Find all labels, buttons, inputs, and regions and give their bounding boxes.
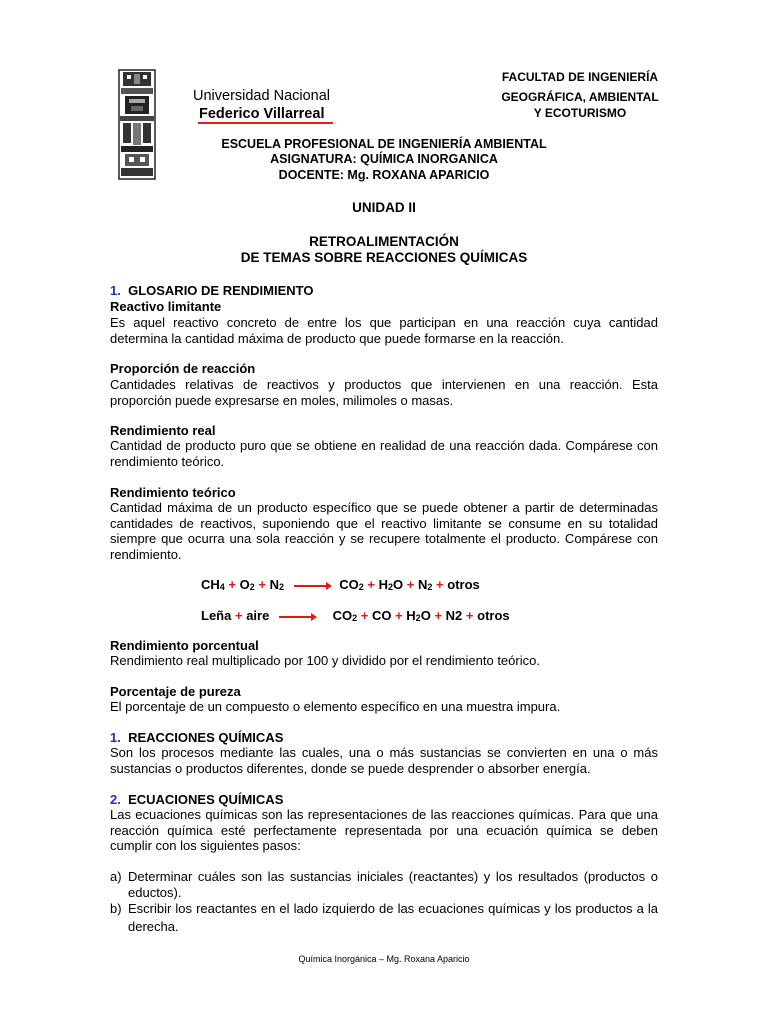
term-title: Rendimiento real [110,423,216,438]
eq-subscript: 2 [415,613,421,623]
eq-plus: + [395,608,403,623]
eq-term: H [378,577,389,592]
eq-subscript: 2 [427,582,433,592]
unit-title: UNIDAD II [352,200,416,215]
equation-2 [201,608,510,623]
list-marker: b) [110,901,122,916]
eq-subscript: 2 [358,582,364,592]
term-title: Proporción de reacción [110,361,256,376]
eq-subscript: 2 [249,582,255,592]
term-definition: Rendimiento real multiplicado por 100 y dividido por el rendimiento teórico. [110,653,540,668]
eq-subscript: 2 [279,582,285,592]
eq-subscript: 2 [388,582,394,592]
eq-term: H [406,608,416,623]
term-title: Porcentaje de pureza [110,684,241,699]
eq-term: otros [477,608,510,623]
term-definition: Cantidades relativas de reactivos y productos que intervienen en una reacción. Esta proporción puede expresarse en moles, milimoles o masas. [110,377,658,408]
university-name-line2: Federico Villarreal [199,106,325,122]
eq-term: N [269,577,280,592]
eq-term: CO [339,577,359,592]
university-name-line1: Universidad Nacional [193,88,331,104]
eq-term: aire [246,608,270,623]
eq-plus: + [228,577,237,592]
list-text: Escribir los reactantes en el lado izquierdo de las ecuaciones químicas y los productos a la derecha. [128,901,658,934]
doc-title-line1: RETROALIMENTACIÓN [309,234,459,249]
term-title: Rendimiento porcentual [110,638,259,653]
eq-plus: + [234,608,243,623]
section-number: 1. [110,730,121,745]
term-definition: Es aquel reactivo concreto de entre los que participan en una reacción cuya cantidad determina la cantidad máxima de producto que puede formarse en la reacción. [110,315,658,346]
section-number: 2. [110,792,121,807]
eq-plus: + [406,577,415,592]
list-item [110,869,658,900]
eq-term: CO [371,608,392,623]
eq-term: O [393,577,404,592]
eq-plus: + [258,577,266,592]
eq-subscript: 2 [352,613,358,623]
eq-term: CO [332,608,353,623]
doc-title-line2: DE TEMAS SOBRE REACCIONES QUÍMICAS [240,250,528,265]
eq-plus: + [434,608,443,623]
eq-term: CH [201,577,220,592]
section-number: 1. [110,283,121,298]
faculty-line2: GEOGRÁFICA, AMBIENTAL [501,90,659,104]
term-title: Rendimiento teórico [110,485,236,500]
eq-plus: + [436,577,444,592]
section-heading-reactions [110,730,658,746]
list-item [110,900,658,935]
school-name: ESCUELA PROFESIONAL DE INGENIERÍA AMBIENTAL [221,137,547,151]
section-heading-equations [110,792,658,808]
section-title: ECUACIONES QUÍMICAS [128,792,284,807]
eq-term: N2 [445,608,463,623]
eq-term: otros [447,577,480,592]
section-body: Son los procesos mediante las cuales, una o más sustancias se convierten en una o más sustancias o productos diferentes, donde se puede desprender o absorber energía. [110,745,658,776]
list-text: Determinar cuáles son las sustancias iniciales (reactantes) y los resultados (productos o eductos). [128,869,658,900]
faculty-line1: FACULTAD DE INGENIERÍA [501,70,659,84]
eq-plus: + [367,577,376,592]
faculty-line3: Y ECOTURISMO [533,106,627,120]
eq-term: O [239,577,250,592]
list-marker: a) [110,869,122,884]
page-footer: Química Inorgánica – Mg. Roxana Aparicio [298,954,470,964]
eq-term: O [420,608,431,623]
term-definition: El porcentaje de un compuesto o elemento específico en una muestra impura. [110,699,561,714]
eq-plus: + [465,608,474,623]
university-underline [198,122,333,124]
reaction-arrow-icon [279,616,315,618]
section-title: GLOSARIO DE RENDIMIENTO [128,283,314,298]
eq-subscript: 4 [219,582,225,592]
teacher-name: DOCENTE: Mg. ROXANA APARICIO [278,168,490,182]
section-heading-glossary [110,283,658,299]
term-definition: Cantidad de producto puro que se obtiene en realidad de una reacción dada. Compárese con rendimiento teórico. [110,438,658,469]
eq-plus: + [360,608,369,623]
eq-term: Leña [201,608,232,623]
section-body: Las ecuaciones químicas son las representaciones de las reacciones químicas. Para que una reacción química esté perfectamente representada por una ecuación química se deben cumplir con los siguientes pasos: [110,807,658,853]
section-title: REACCIONES QUÍMICAS [128,730,284,745]
term-definition: Cantidad máxima de un producto específico que se puede obtener a partir de determinadas cantidades de reactivos, suponiendo que el reactivo limitante se consume en su totalidad siempre que ocurra una sola reacción y se recupere totalmente el producto. Compárese con rendimiento. [110,500,658,562]
equation-1 [201,577,480,592]
term-title: Reactivo limitante [110,299,222,314]
subject-name: ASIGNATURA: QUÍMICA INORGANICA [270,152,498,166]
reaction-arrow-icon [294,585,330,587]
eq-term: N [418,577,428,592]
